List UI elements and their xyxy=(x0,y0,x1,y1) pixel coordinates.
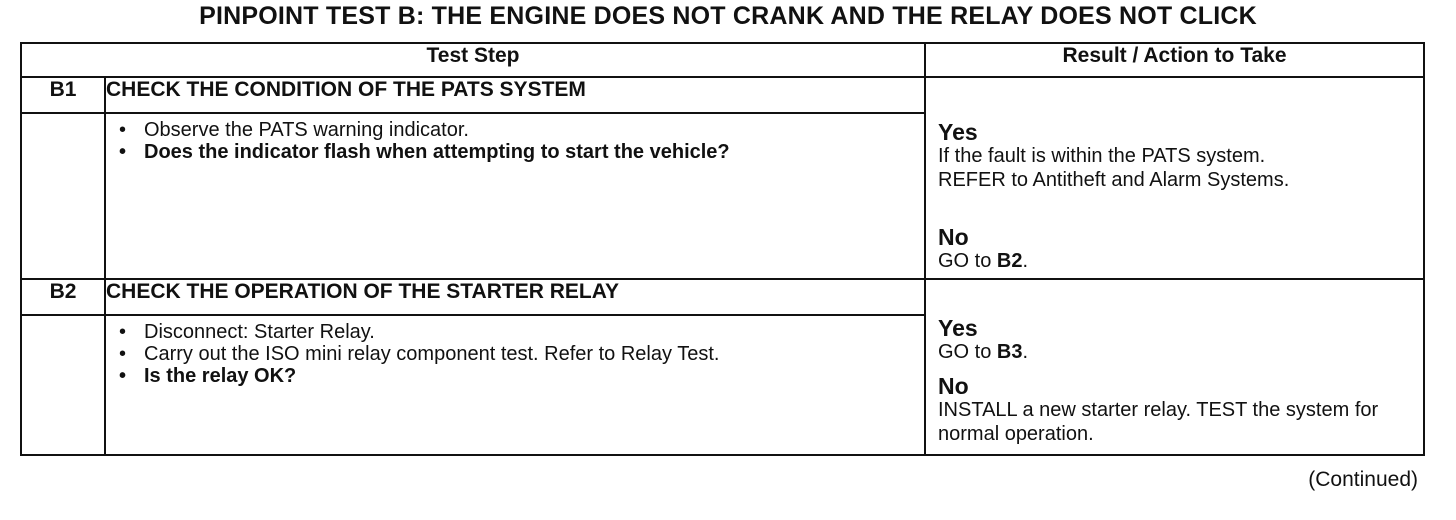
step-title: CHECK THE OPERATION OF THE STARTER RELAY xyxy=(105,279,925,315)
result-cell xyxy=(925,279,1424,455)
yes-label: Yes xyxy=(938,119,978,145)
column-header-test-step: Test Step xyxy=(21,43,925,77)
step-id: B1 xyxy=(21,77,105,113)
bullet-item: • Observe the PATS warning indicator. xyxy=(106,119,924,141)
page-title: PINPOINT TEST B: THE ENGINE DOES NOT CRANK AND THE RELAY DOES NOT CLICK xyxy=(199,2,1257,30)
column-header-result: Result / Action to Take xyxy=(925,43,1424,77)
step-title: CHECK THE CONDITION OF THE PATS SYSTEM xyxy=(105,77,925,113)
bullet-item: • Does the indicator flash when attempting to start the vehicle? xyxy=(106,141,924,163)
no-label: No xyxy=(938,224,969,250)
step-body xyxy=(105,315,925,455)
no-label: No xyxy=(938,373,969,399)
step-id: B2 xyxy=(21,279,105,315)
no-text: INSTALL a new starter relay. TEST the system for normal operation. xyxy=(938,399,1379,445)
pinpoint-test-table xyxy=(20,42,1425,456)
result-cell xyxy=(925,77,1424,279)
yes-text: GO to B3. xyxy=(938,341,1029,363)
continued-note: (Continued) xyxy=(1308,468,1418,491)
yes-text: REFER to Antitheft and Alarm Systems. xyxy=(938,169,1290,191)
yes-text: If the fault is within the PATS system. xyxy=(938,145,1266,167)
bullet-item: • Disconnect: Starter Relay. xyxy=(106,321,924,343)
yes-label: Yes xyxy=(938,315,978,341)
bullet-item: • Is the relay OK? xyxy=(106,365,924,387)
bullet-item: • Carry out the ISO mini relay component test. Refer to Relay Test. xyxy=(106,343,924,365)
step-body xyxy=(105,113,925,279)
table-header-row xyxy=(21,43,1424,77)
no-text: GO to B2. xyxy=(938,250,1029,272)
step-title-row xyxy=(21,279,1424,315)
step-title-row xyxy=(21,77,1424,113)
